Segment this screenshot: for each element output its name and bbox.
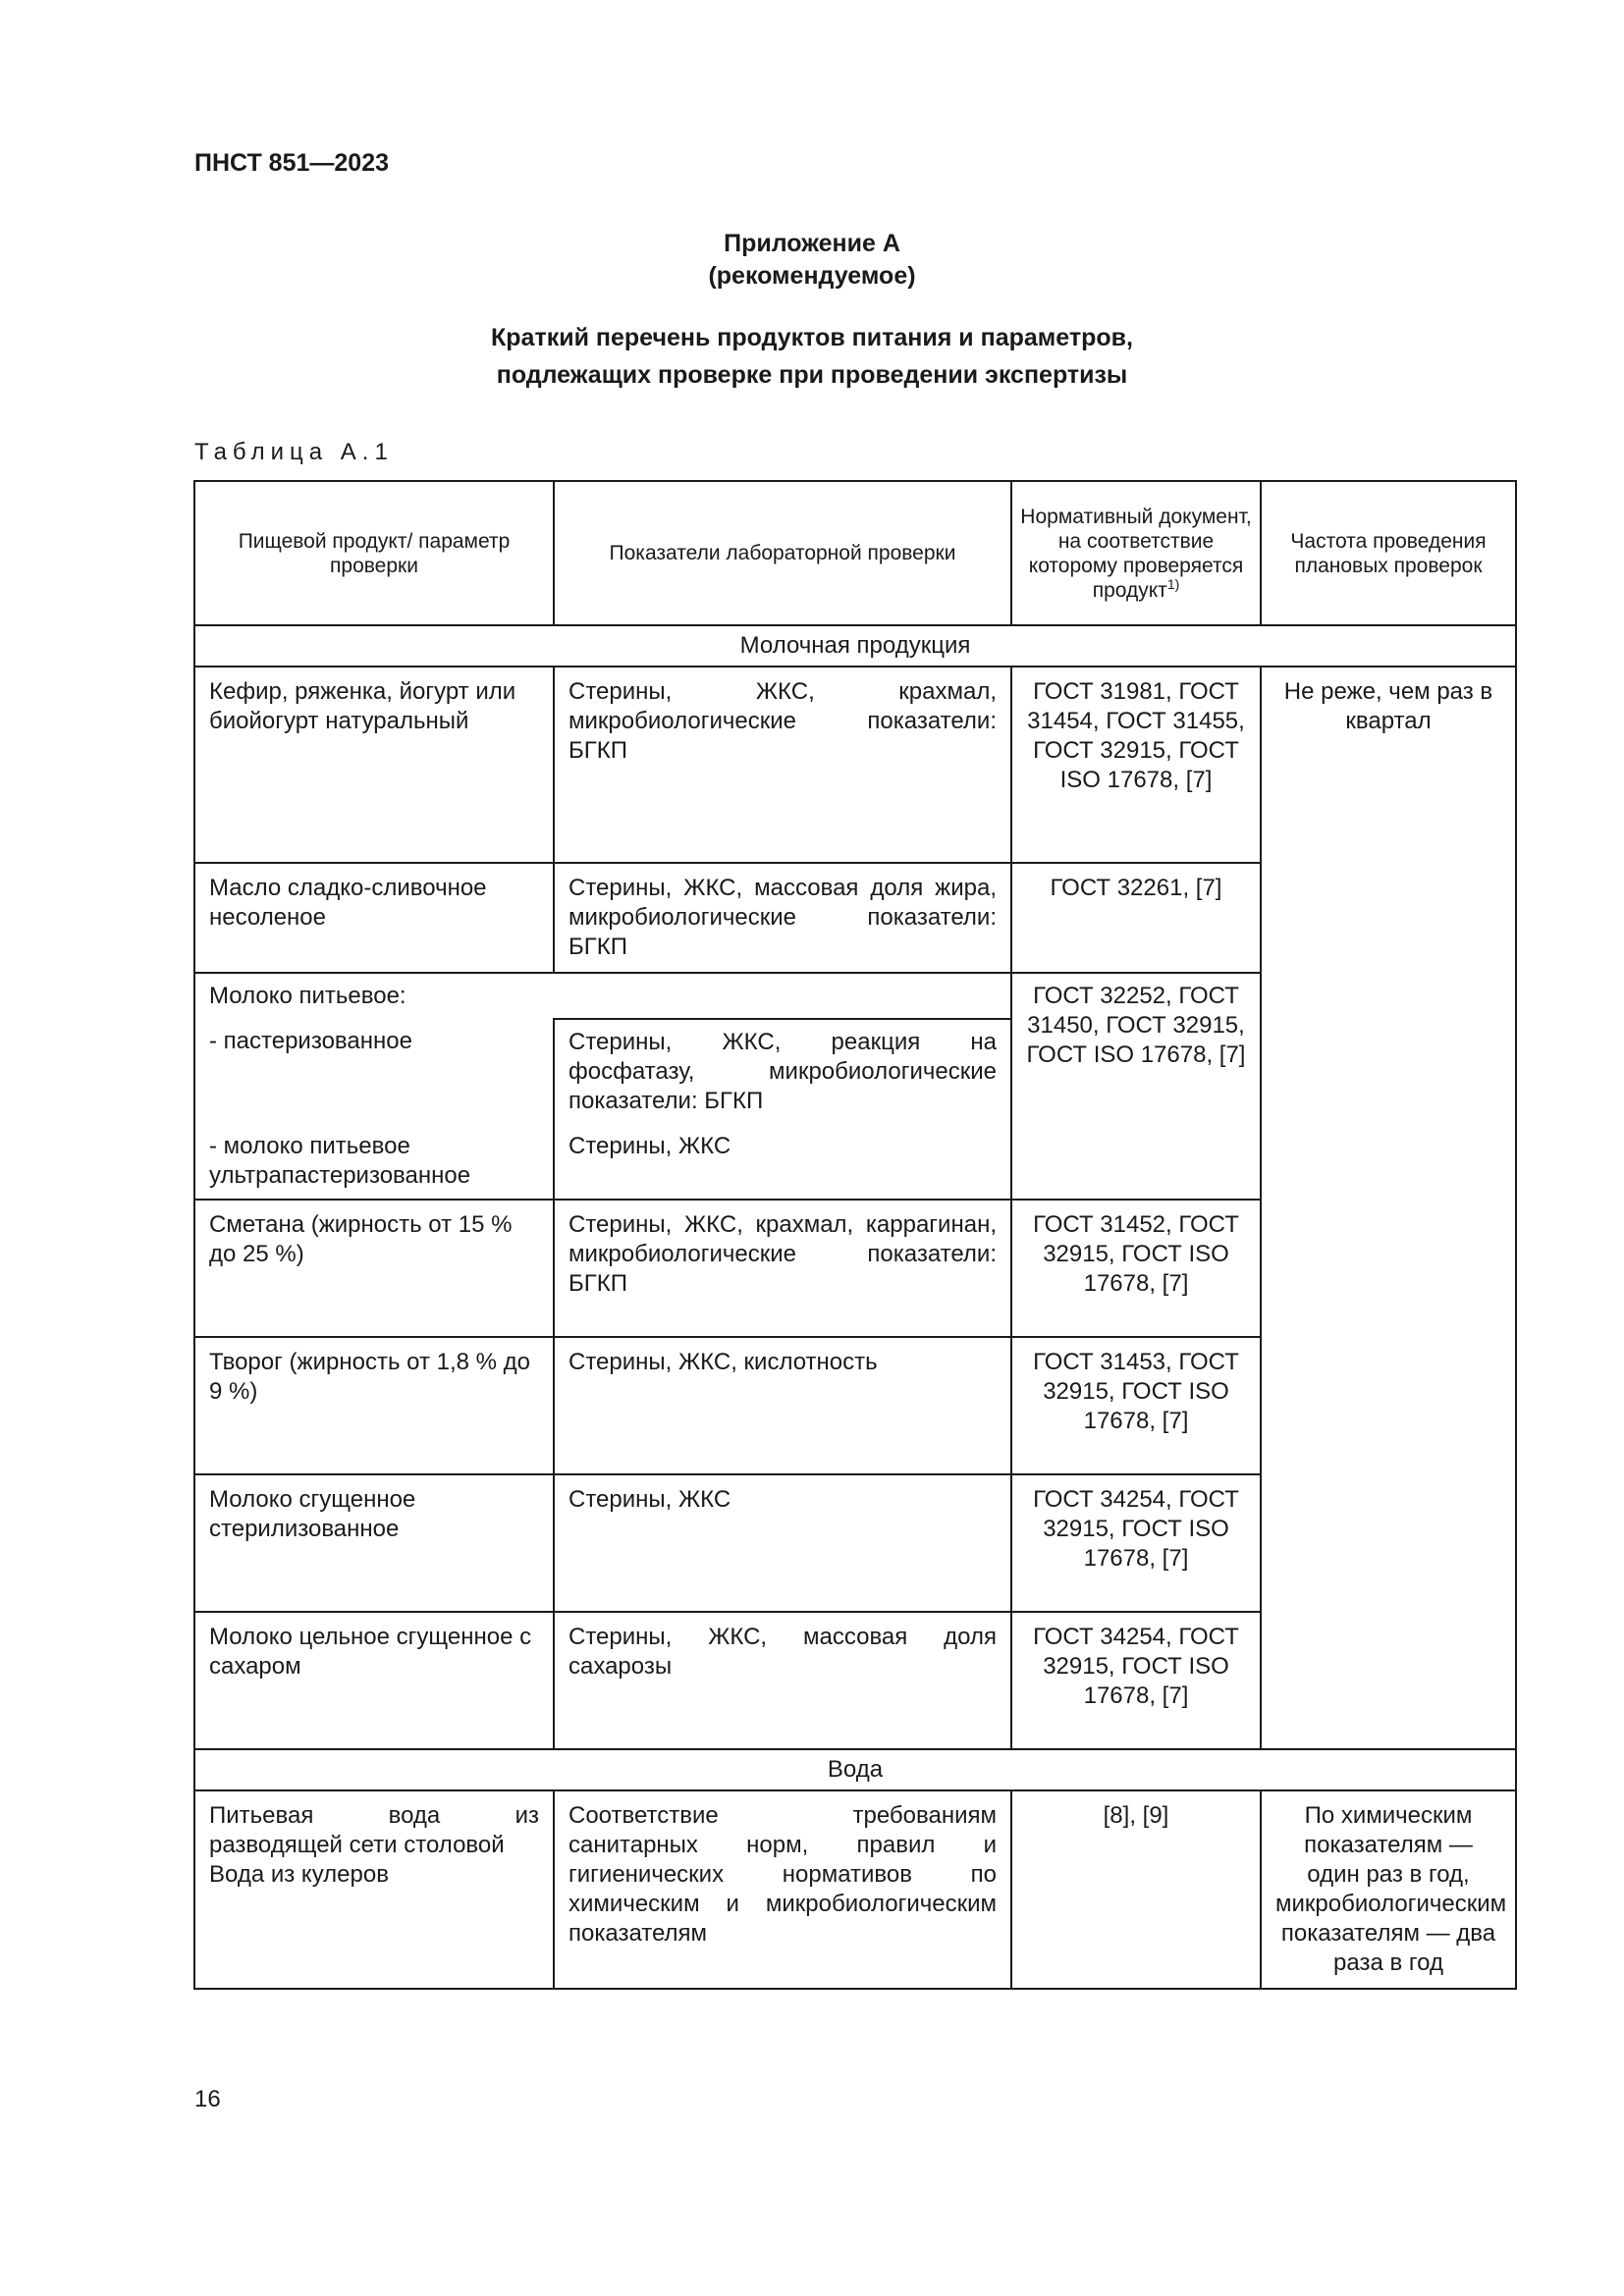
cell-water-indicators: Соответствие требованиям санитарных норм, правил и гигиенических нормативов по химическим и микробиологическим показателям: [554, 1790, 1011, 1989]
cell-milk-pasteurized-indicators: Стерины, ЖКС, реакция на фосфатазу, микробиологические показатели: БГКП: [554, 1019, 1011, 1124]
header-indicators: Показатели лабораторной проверки: [554, 481, 1011, 625]
footnote-marker: 1): [1166, 575, 1180, 592]
cell-indicators: Стерины, ЖКС, массовая доля жира, микробиологические показатели: БГКП: [554, 863, 1011, 973]
header-normdoc-text: Нормативный документ, на соответствие которому проверяется продукт: [1020, 505, 1252, 602]
section-row-water: [194, 1749, 1516, 1790]
cell-frequency-dairy: Не реже, чем раз в квартал: [1261, 667, 1516, 1749]
cell-product: Творог (жирность от 1,8 % до 9 %): [194, 1337, 554, 1474]
document-title: [0, 319, 1624, 394]
products-table: [193, 480, 1517, 1990]
cell-milk-uht-indicators: Стерины, ЖКС: [554, 1124, 1011, 1200]
cell-normdoc: ГОСТ 34254, ГОСТ 32915, ГОСТ ISO 17678, [7]: [1011, 1474, 1261, 1612]
table-header-row: [194, 481, 1516, 625]
cell-normdoc: ГОСТ 32261, [7]: [1011, 863, 1261, 973]
cell-normdoc: ГОСТ 31981, ГОСТ 31454, ГОСТ 31455, ГОСТ 32915, ГОСТ ISO 17678, [7]: [1011, 667, 1261, 863]
cell-water-frequency: По химическим показателям — один раз в год, микробиологическим показателям — два раза в год: [1261, 1790, 1516, 1989]
header-normdoc: [1011, 481, 1261, 625]
cell-product: Сметана (жирность от 15 % до 25 %): [194, 1200, 554, 1337]
appendix-title: Приложение А: [724, 230, 900, 257]
cell-product: Молоко сгущенное стерилизованное: [194, 1474, 554, 1612]
document-id: ПНСТ 851—2023: [194, 149, 389, 177]
section-dairy: Молочная продукция: [194, 625, 1516, 667]
cell-indicators: Стерины, ЖКС, крахмал, микробиологические показатели: БГКП: [554, 667, 1011, 863]
appendix-status: (рекомендуемое): [708, 262, 916, 290]
cell-milk-uht: - молоко питьевое ультрапастеризованное: [194, 1124, 554, 1200]
cell-water-normdoc: [8], [9]: [1011, 1790, 1261, 1989]
header-product: Пищевой продукт/ параметр проверки: [194, 481, 554, 625]
cell-water-product: [194, 1790, 554, 1989]
table-row: [194, 667, 1516, 863]
cell-product: Масло сладко-сливочное несоленое: [194, 863, 554, 973]
cell-indicators: Стерины, ЖКС, массовая доля сахарозы: [554, 1612, 1011, 1749]
water-product-1: Питьевая вода из разводящей сети столовой: [209, 1802, 539, 1858]
section-row-dairy: [194, 625, 1516, 667]
cell-milk-pasteurized: - пастеризованное: [194, 1019, 554, 1124]
cell-normdoc: ГОСТ 34254, ГОСТ 32915, ГОСТ ISO 17678, [7]: [1011, 1612, 1261, 1749]
cell-normdoc: ГОСТ 31453, ГОСТ 32915, ГОСТ ISO 17678, [7]: [1011, 1337, 1261, 1474]
table-label: Таблица А.1: [194, 439, 394, 465]
cell-product: Кефир, ряженка, йогурт или биойогурт натуральный: [194, 667, 554, 863]
water-product-2: Вода из кулеров: [209, 1861, 389, 1888]
title-line-2: подлежащих проверке при проведении экспертизы: [496, 361, 1128, 389]
cell-indicators: Стерины, ЖКС, крахмал, каррагинан, микробиологические показатели: БГКП: [554, 1200, 1011, 1337]
title-line-1: Краткий перечень продуктов питания и параметров,: [491, 324, 1133, 351]
cell-milk-normdoc: ГОСТ 32252, ГОСТ 31450, ГОСТ 32915, ГОСТ ISO 17678, [7]: [1011, 973, 1261, 1200]
cell-milk-title-blank: [554, 973, 1011, 1019]
cell-normdoc: ГОСТ 31452, ГОСТ 32915, ГОСТ ISO 17678, [7]: [1011, 1200, 1261, 1337]
section-water: Вода: [194, 1749, 1516, 1790]
cell-indicators: Стерины, ЖКС, кислотность: [554, 1337, 1011, 1474]
header-frequency: Частота проведения плановых проверок: [1261, 481, 1516, 625]
cell-indicators: Стерины, ЖКС: [554, 1474, 1011, 1612]
cell-product: Молоко цельное сгущенное с сахаром: [194, 1612, 554, 1749]
page-number: 16: [194, 2086, 221, 2112]
appendix-heading: [0, 228, 1624, 293]
table-row: [194, 1790, 1516, 1989]
cell-milk-title: Молоко питьевое:: [194, 973, 554, 1019]
